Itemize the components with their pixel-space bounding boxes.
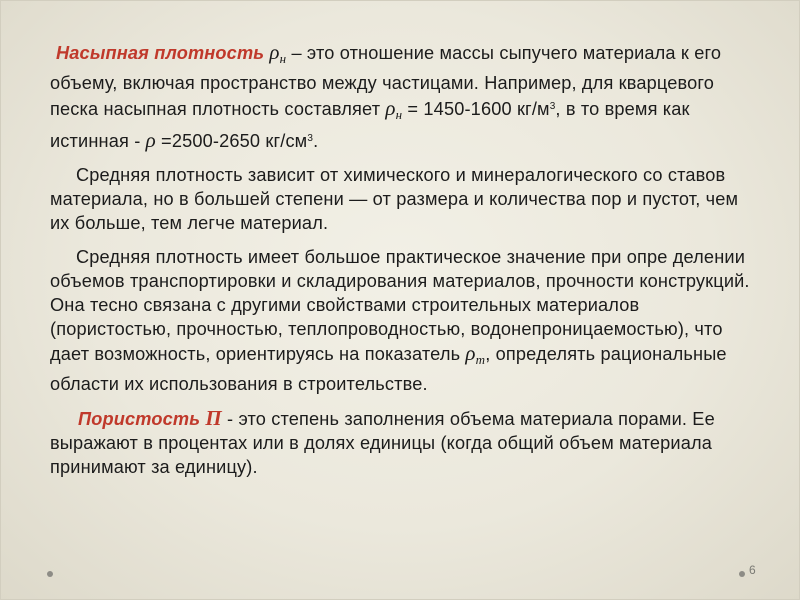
- rho-subscript: н: [279, 51, 287, 66]
- rho-symbol: ρ: [269, 40, 280, 64]
- term-bulk-density: Насыпная плотность: [56, 43, 265, 63]
- unit-superscript: 3: [549, 101, 556, 112]
- slide-content: [50, 40, 750, 479]
- rho-subscript: н: [395, 107, 403, 122]
- practical-value-text: Средняя плотность имеет большое практическое значение при опре делении объемов транспортировки и складирования материалов, прочности конструкций. Она тесно связана с другими свойствами строительных материалов (пористостью, прочностью, теплопроводностью, водонепроницаемостью), что дает возможность, ориентируясь на показатель: [50, 247, 750, 364]
- practical-value-text-end: , определять рациональные области их использования в строительстве.: [50, 344, 727, 394]
- rho-symbol: ρ: [385, 96, 396, 120]
- rho-symbol: ρ: [465, 341, 476, 365]
- rho-subscript: m: [475, 352, 486, 367]
- term-porosity: Пористость: [78, 409, 201, 429]
- bulk-density-value: = 1450-1600 кг/м: [402, 99, 550, 119]
- sentence-end: .: [313, 131, 319, 151]
- footer-bullet-right: [739, 571, 745, 577]
- rho-symbol: ρ: [145, 128, 156, 152]
- porosity-definition: - это степень заполнения объема материала порами. Ее выражают в процентах или в долях единицы (когда общий объем материала принимают за единицу).: [50, 409, 715, 477]
- unit-superscript: 3: [307, 133, 314, 144]
- definition-text: – это отношение массы сыпучего материала к его объему, включая пространство между частицами. Например, для кварцевого песка насыпная плотность составляет: [50, 43, 722, 119]
- paragraph-porosity: [50, 406, 750, 479]
- true-density-value: =2500-2650 кг/см: [155, 131, 308, 151]
- page-number: 6: [749, 563, 756, 577]
- paragraph-practical-value: [50, 245, 750, 396]
- footer-bullet-left: [47, 571, 53, 577]
- paragraph-bulk-density: [50, 40, 750, 153]
- paragraph-average-density: Средняя плотность зависит от химического и минералогического со ставов материала, но в большей степени — от размера и количества пор и пустот, чем их больше, тем легче материал.: [50, 165, 739, 233]
- comparison-text: , в то время как истинная -: [50, 99, 690, 151]
- porosity-symbol: П: [205, 406, 222, 430]
